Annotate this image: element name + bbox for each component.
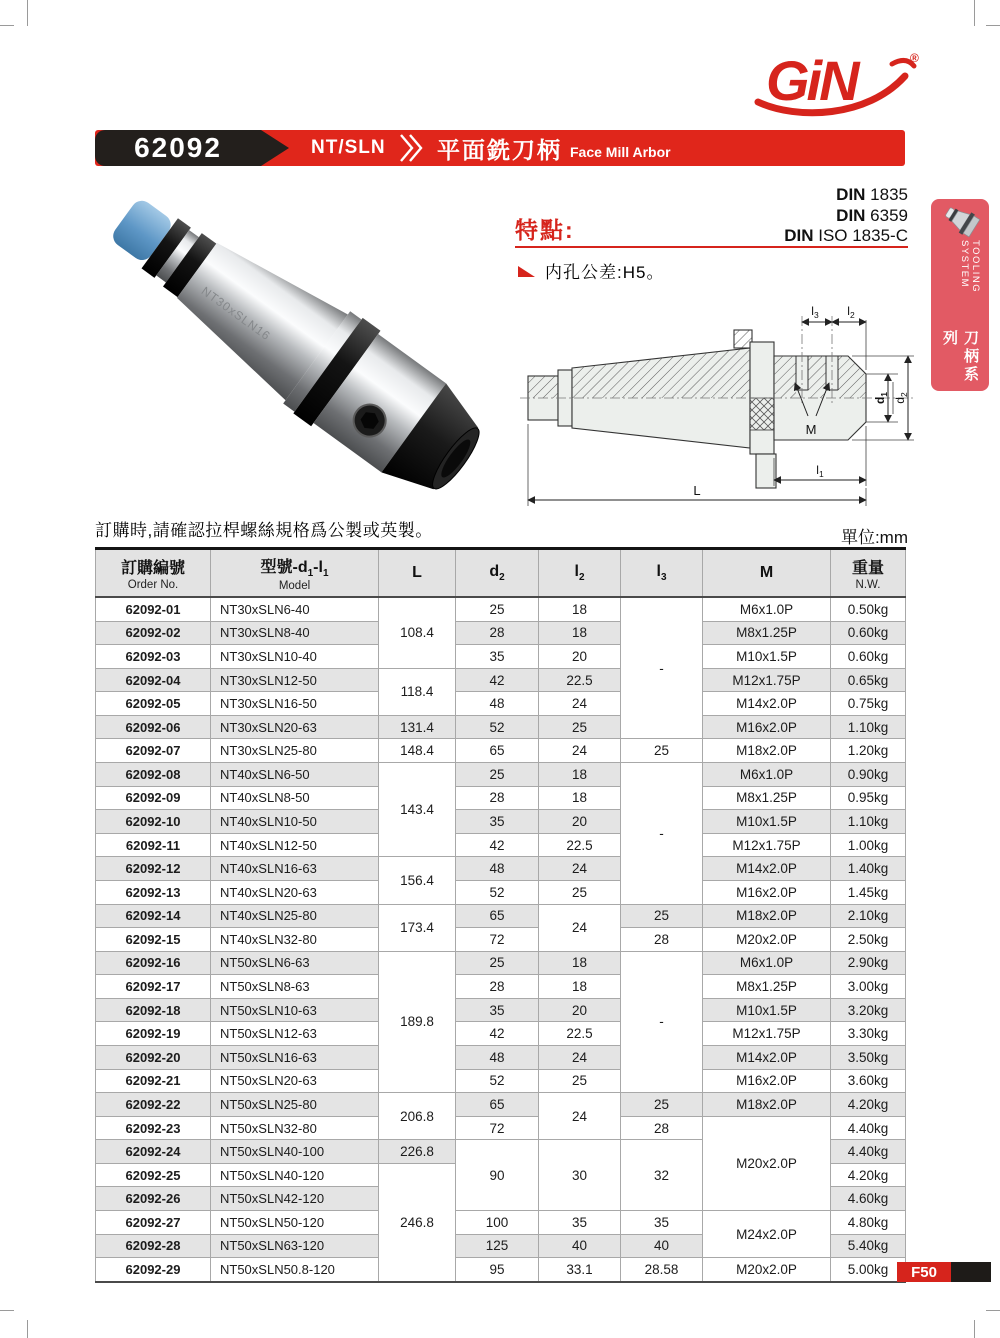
side-tab-tooling-system	[931, 199, 989, 391]
L-cell: 246.8	[379, 1163, 456, 1281]
side-tab-zh: 刀柄系列	[941, 330, 979, 385]
M-cell: M10x1.5P	[703, 998, 831, 1022]
M-cell: M20x2.0P	[703, 1258, 831, 1282]
l2-cell: 35	[539, 1211, 621, 1235]
model-cell: NT50xSLN40-100	[211, 1140, 379, 1164]
l2-cell: 24	[539, 1045, 621, 1069]
l3-cell: 25	[621, 1093, 703, 1117]
section-code: 62092	[134, 132, 222, 163]
table-row	[96, 1093, 906, 1117]
table-row	[96, 1116, 906, 1140]
l2-cell: 40	[539, 1234, 621, 1258]
model-cell: NT30xSLN8-40	[211, 621, 379, 645]
column-header: 訂購編號 Order No.	[96, 549, 211, 598]
l3-cell: -	[621, 951, 703, 1092]
din-standard: DIN 1835	[836, 185, 908, 204]
model-cell: NT50xSLN25-80	[211, 1093, 379, 1117]
din-list	[640, 185, 908, 247]
table-row	[96, 1211, 906, 1235]
l2-cell: 24	[539, 692, 621, 716]
L-cell: 131.4	[379, 715, 456, 739]
dim-d1: $d_1$	[873, 391, 889, 405]
table-row	[96, 1045, 906, 1069]
order-no-cell: 62092-01	[96, 597, 211, 621]
d2-cell: 25	[456, 951, 539, 975]
table-row	[96, 786, 906, 810]
d2-cell: 65	[456, 904, 539, 928]
d2-cell: 90	[456, 1140, 539, 1211]
table-row	[96, 668, 906, 692]
nw-cell: 1.40kg	[831, 857, 906, 881]
crop-mark	[974, 1320, 975, 1338]
column-header: L	[379, 549, 456, 598]
order-no-cell: 62092-05	[96, 692, 211, 716]
l2-cell: 18	[539, 763, 621, 787]
model-cell: NT50xSLN6-63	[211, 951, 379, 975]
d2-cell: 48	[456, 857, 539, 881]
order-no-cell: 62092-10	[96, 810, 211, 834]
nw-cell: 0.75kg	[831, 692, 906, 716]
L-cell: 226.8	[379, 1140, 456, 1164]
l3-cell: 32	[621, 1140, 703, 1211]
side-tab-en: TOOLING SYSTEM	[959, 239, 981, 293]
d2-cell: 72	[456, 1116, 539, 1140]
model-cell: NT50xSLN12-63	[211, 1022, 379, 1046]
column-header: $d_2$	[456, 549, 539, 598]
table-row	[96, 621, 906, 645]
table-row	[96, 739, 906, 763]
M-cell: M12x1.75P	[703, 1022, 831, 1046]
l3-cell: 35	[621, 1211, 703, 1235]
technical-drawing	[512, 290, 922, 530]
order-no-cell: 62092-21	[96, 1069, 211, 1093]
order-note: 訂購時,請確認拉桿螺絲規格爲公製或英製。	[95, 521, 433, 540]
page-title-en: Face Mill Arbor	[570, 143, 671, 160]
l2-cell: 30	[539, 1140, 621, 1211]
L-cell: 148.4	[379, 739, 456, 763]
table-row	[96, 857, 906, 881]
M-cell: M8x1.25P	[703, 786, 831, 810]
model-cell: NT50xSLN10-63	[211, 998, 379, 1022]
l2-cell: 25	[539, 715, 621, 739]
brand-logo-text: GiN	[766, 49, 857, 112]
nw-cell: 4.80kg	[831, 1211, 906, 1235]
l2-cell: 24	[539, 739, 621, 763]
l2-cell: 25	[539, 1069, 621, 1093]
nw-cell: 5.40kg	[831, 1234, 906, 1258]
M-cell: M16x2.0P	[703, 1069, 831, 1093]
M-cell: M16x2.0P	[703, 715, 831, 739]
order-no-cell: 62092-20	[96, 1045, 211, 1069]
table-row	[96, 715, 906, 739]
d2-cell: 100	[456, 1211, 539, 1235]
dim-d2: $d_2$	[893, 392, 909, 404]
nw-cell: 4.60kg	[831, 1187, 906, 1211]
d2-cell: 65	[456, 739, 539, 763]
nw-cell: 0.60kg	[831, 621, 906, 645]
d2-cell: 35	[456, 810, 539, 834]
nw-cell: 0.95kg	[831, 786, 906, 810]
order-no-cell: 62092-18	[96, 998, 211, 1022]
triangle-bullet-icon	[518, 264, 535, 277]
order-no-cell: 62092-09	[96, 786, 211, 810]
M-cell: M6x1.0P	[703, 951, 831, 975]
table-row	[96, 763, 906, 787]
M-cell: M8x1.25P	[703, 621, 831, 645]
M-cell: M10x1.5P	[703, 810, 831, 834]
d2-cell: 42	[456, 833, 539, 857]
model-cell: NT50xSLN8-63	[211, 975, 379, 999]
l2-cell: 20	[539, 810, 621, 834]
l2-cell: 24	[539, 1093, 621, 1140]
dim-l3: $l_3$	[811, 304, 819, 320]
table-row	[96, 833, 906, 857]
M-cell: M18x2.0P	[703, 1093, 831, 1117]
column-header: $l_3$	[621, 549, 703, 598]
l2-cell: 22.5	[539, 1022, 621, 1046]
order-no-cell: 62092-27	[96, 1211, 211, 1235]
d2-cell: 65	[456, 1093, 539, 1117]
l2-cell: 24	[539, 857, 621, 881]
d2-cell: 52	[456, 1069, 539, 1093]
table-row	[96, 1022, 906, 1046]
l3-cell: 25	[621, 904, 703, 928]
section-header-bar	[95, 130, 905, 166]
model-cell: NT50xSLN63-120	[211, 1234, 379, 1258]
order-no-cell: 62092-16	[96, 951, 211, 975]
nw-cell: 1.20kg	[831, 739, 906, 763]
crop-mark	[27, 1320, 28, 1338]
order-no-cell: 62092-17	[96, 975, 211, 999]
table-row	[96, 998, 906, 1022]
model-cell: NT50xSLN16-63	[211, 1045, 379, 1069]
d2-cell: 95	[456, 1258, 539, 1282]
d2-cell: 125	[456, 1234, 539, 1258]
L-cell: 156.4	[379, 857, 456, 904]
column-header: M	[703, 549, 831, 598]
model-cell: NT40xSLN12-50	[211, 833, 379, 857]
model-cell: NT50xSLN40-120	[211, 1163, 379, 1187]
M-cell: M12x1.75P	[703, 668, 831, 692]
nw-cell: 3.20kg	[831, 998, 906, 1022]
M-cell: M6x1.0P	[703, 597, 831, 621]
din-standard: DIN ISO 1835-C	[784, 226, 908, 245]
model-cell: NT50xSLN32-80	[211, 1116, 379, 1140]
nw-cell: 3.50kg	[831, 1045, 906, 1069]
order-no-cell: 62092-07	[96, 739, 211, 763]
d2-cell: 25	[456, 597, 539, 621]
l2-cell: 18	[539, 786, 621, 810]
d2-cell: 28	[456, 621, 539, 645]
nw-cell: 1.00kg	[831, 833, 906, 857]
column-header: 型號$-d_1-l_1$ Model	[211, 549, 379, 598]
order-no-cell: 62092-19	[96, 1022, 211, 1046]
table-row	[96, 810, 906, 834]
order-no-cell: 62092-28	[96, 1234, 211, 1258]
nw-cell: 3.30kg	[831, 1022, 906, 1046]
order-no-cell: 62092-06	[96, 715, 211, 739]
nw-cell: 2.90kg	[831, 951, 906, 975]
crop-mark	[986, 1310, 1000, 1311]
page-title	[437, 130, 671, 166]
d2-cell: 35	[456, 645, 539, 669]
L-cell: 118.4	[379, 668, 456, 715]
M-cell: M8x1.25P	[703, 975, 831, 999]
M-cell: M14x2.0P	[703, 692, 831, 716]
footer-black-bar	[951, 1262, 991, 1282]
l2-cell: 20	[539, 645, 621, 669]
order-no-cell: 62092-13	[96, 880, 211, 904]
l2-cell: 18	[539, 951, 621, 975]
table-header-row	[96, 549, 906, 598]
l2-cell: 24	[539, 904, 621, 951]
order-no-cell: 62092-02	[96, 621, 211, 645]
L-cell: 108.4	[379, 597, 456, 668]
d2-cell: 42	[456, 668, 539, 692]
section-code-arrow	[261, 130, 289, 166]
model-cell: NT50xSLN50.8-120	[211, 1258, 379, 1282]
order-no-cell: 62092-22	[96, 1093, 211, 1117]
l3-cell: -	[621, 597, 703, 739]
model-cell: NT40xSLN8-50	[211, 786, 379, 810]
L-cell: 143.4	[379, 763, 456, 857]
nw-cell: 1.10kg	[831, 715, 906, 739]
model-cell: NT30xSLN16-50	[211, 692, 379, 716]
spec-table	[95, 547, 906, 1283]
nw-cell: 1.10kg	[831, 810, 906, 834]
model-cell: NT40xSLN6-50	[211, 763, 379, 787]
model-cell: NT30xSLN12-50	[211, 668, 379, 692]
model-cell: NT40xSLN32-80	[211, 928, 379, 952]
M-cell: M12x1.75P	[703, 833, 831, 857]
model-cell: NT30xSLN20-63	[211, 715, 379, 739]
l3-cell: 25	[621, 739, 703, 763]
table-row	[96, 1258, 906, 1282]
page-title-zh: 平面銑刀柄	[437, 136, 562, 163]
unit-label: 單位:mm	[840, 528, 908, 547]
model-cell: NT40xSLN10-50	[211, 810, 379, 834]
order-no-cell: 62092-12	[96, 857, 211, 881]
d2-cell: 52	[456, 715, 539, 739]
features-label: 特點:	[515, 217, 575, 243]
crop-mark	[986, 25, 1000, 26]
feature-bullet-text: 内孔公差:H5。	[545, 263, 665, 282]
brand-logo	[742, 42, 932, 122]
dim-M: M	[805, 422, 817, 437]
nw-cell: 0.90kg	[831, 763, 906, 787]
order-no-cell: 62092-08	[96, 763, 211, 787]
l2-cell: 33.1	[539, 1258, 621, 1282]
nw-cell: 1.45kg	[831, 880, 906, 904]
L-cell: 206.8	[379, 1093, 456, 1140]
M-cell: M14x2.0P	[703, 857, 831, 881]
nw-cell: 2.10kg	[831, 904, 906, 928]
model-cell: NT30xSLN25-80	[211, 739, 379, 763]
L-cell: 189.8	[379, 951, 456, 1092]
order-no-cell: 62092-25	[96, 1163, 211, 1187]
model-cell: NT30xSLN6-40	[211, 597, 379, 621]
d2-cell: 28	[456, 975, 539, 999]
spec-table-wrap	[95, 547, 906, 1283]
d2-cell: 42	[456, 1022, 539, 1046]
order-no-cell: 62092-26	[96, 1187, 211, 1211]
model-cell: NT40xSLN20-63	[211, 880, 379, 904]
model-cell: NT50xSLN42-120	[211, 1187, 379, 1211]
page-number-tag: F50	[897, 1262, 951, 1282]
dim-L: L	[693, 483, 701, 498]
crop-mark	[27, 0, 28, 26]
M-cell: M14x2.0P	[703, 1045, 831, 1069]
M-cell: M10x1.5P	[703, 645, 831, 669]
M-cell: M6x1.0P	[703, 763, 831, 787]
table-row	[96, 597, 906, 621]
M-cell: M16x2.0P	[703, 880, 831, 904]
order-no-cell: 62092-15	[96, 928, 211, 952]
M-cell: M18x2.0P	[703, 739, 831, 763]
l3-cell: 28	[621, 928, 703, 952]
nw-cell: 4.20kg	[831, 1093, 906, 1117]
table-row	[96, 975, 906, 999]
column-header: 重量 N.W.	[831, 549, 906, 598]
section-code-tag	[95, 130, 261, 166]
table-row	[96, 904, 906, 928]
d2-cell: 25	[456, 763, 539, 787]
l2-cell: 18	[539, 975, 621, 999]
M-cell: M20x2.0P	[703, 928, 831, 952]
order-no-cell: 62092-11	[96, 833, 211, 857]
nw-cell: 4.40kg	[831, 1140, 906, 1164]
order-no-cell: 62092-24	[96, 1140, 211, 1164]
d2-cell: 48	[456, 1045, 539, 1069]
registered-mark: ®	[910, 51, 919, 65]
nw-cell: 2.50kg	[831, 928, 906, 952]
nw-cell: 3.00kg	[831, 975, 906, 999]
l3-cell: 28	[621, 1116, 703, 1140]
d2-cell: 28	[456, 786, 539, 810]
d2-cell: 48	[456, 692, 539, 716]
dim-l2: $l_2$	[847, 304, 855, 320]
feature-bullet-row	[518, 258, 664, 283]
l2-cell: 18	[539, 597, 621, 621]
l2-cell: 22.5	[539, 668, 621, 692]
nw-cell: 0.65kg	[831, 668, 906, 692]
nw-cell: 0.50kg	[831, 597, 906, 621]
M-cell: M18x2.0P	[703, 904, 831, 928]
table-row	[96, 928, 906, 952]
d2-cell: 35	[456, 998, 539, 1022]
l2-cell: 25	[539, 880, 621, 904]
table-row	[96, 1069, 906, 1093]
dim-l1: $l_1$	[816, 463, 824, 479]
table-row	[96, 951, 906, 975]
model-cell: NT30xSLN10-40	[211, 645, 379, 669]
l2-cell: 20	[539, 998, 621, 1022]
l2-cell: 18	[539, 621, 621, 645]
l3-cell: 40	[621, 1234, 703, 1258]
model-cell: NT50xSLN20-63	[211, 1069, 379, 1093]
l3-cell: -	[621, 763, 703, 904]
crop-mark	[0, 25, 14, 26]
series-label: NT/SLN	[311, 137, 386, 158]
model-cell: NT40xSLN16-63	[211, 857, 379, 881]
nw-cell: 4.40kg	[831, 1116, 906, 1140]
order-no-cell: 62092-23	[96, 1116, 211, 1140]
side-tab-text	[939, 240, 981, 391]
l3-cell: 28.58	[621, 1258, 703, 1282]
M-cell: M20x2.0P	[703, 1116, 831, 1210]
order-no-cell: 62092-04	[96, 668, 211, 692]
product-photo	[85, 163, 485, 515]
crop-mark	[974, 0, 975, 26]
d2-cell: 72	[456, 928, 539, 952]
tool-icon	[939, 204, 981, 238]
crop-mark	[0, 1310, 14, 1311]
table-row	[96, 880, 906, 904]
l2-cell: 22.5	[539, 833, 621, 857]
column-header: $l_2$	[539, 549, 621, 598]
table-row	[96, 645, 906, 669]
double-chevron-icon	[397, 133, 425, 163]
model-cell: NT50xSLN50-120	[211, 1211, 379, 1235]
order-no-cell: 62092-03	[96, 645, 211, 669]
nw-cell: 4.20kg	[831, 1163, 906, 1187]
order-no-cell: 62092-14	[96, 904, 211, 928]
nw-cell: 5.00kg	[831, 1258, 906, 1282]
M-cell: M24x2.0P	[703, 1211, 831, 1258]
d2-cell: 52	[456, 880, 539, 904]
nw-cell: 0.60kg	[831, 645, 906, 669]
table-row	[96, 692, 906, 716]
order-no-cell: 62092-29	[96, 1258, 211, 1282]
din-standard: DIN 6359	[836, 205, 908, 225]
L-cell: 173.4	[379, 904, 456, 951]
model-cell: NT40xSLN25-80	[211, 904, 379, 928]
nw-cell: 3.60kg	[831, 1069, 906, 1093]
engraving-text: NT30xSLN16	[198, 283, 274, 344]
